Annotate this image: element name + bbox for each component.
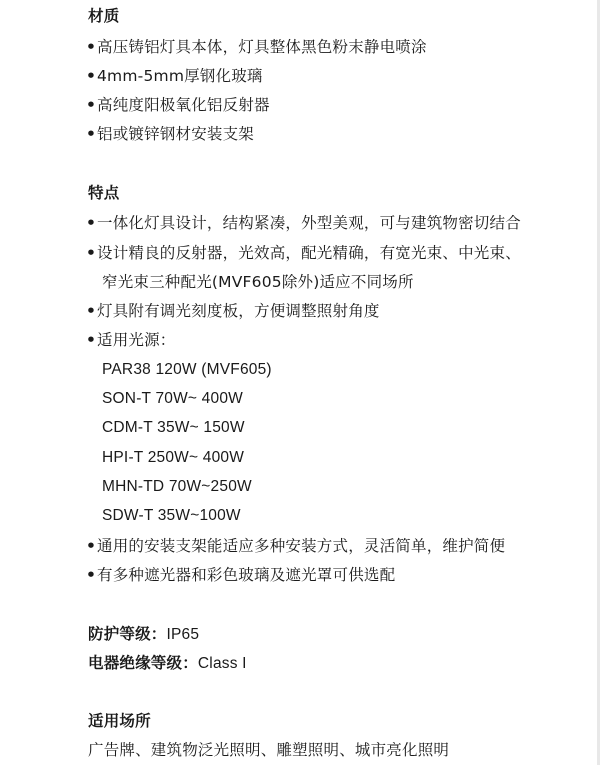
feature-item-5: •通用的安装支架能适应多种安装方式，灵活简单，维护简便 <box>86 537 506 555</box>
light-source-item: HPI-T 250W~ 400W <box>102 449 245 466</box>
material-item-1: •高压铸铝灯具本体，灯具整体黑色粉末静电喷涂 <box>86 38 427 56</box>
bullet-icon: • <box>86 96 97 114</box>
light-source-item: SON-T 70W~ 400W <box>102 390 243 407</box>
feature-item-2-continuation: 窄光束三种配光(MVF605除外)适应不同场所 <box>102 273 414 291</box>
light-source-item: PAR38 120W (MVF605) <box>102 361 272 378</box>
protection-rating <box>88 624 199 645</box>
material-heading: 材质 <box>88 7 120 25</box>
bullet-icon: • <box>86 244 97 262</box>
insulation-label: 电器绝缘等级： <box>88 654 198 672</box>
bullet-icon: • <box>86 67 97 85</box>
material-item-3: •高纯度阳极氧化铝反射器 <box>86 96 270 114</box>
features-heading: 特点 <box>88 184 120 202</box>
bullet-icon: • <box>86 214 97 232</box>
feature-item-4: •适用光源： <box>86 331 176 349</box>
light-source-item: SDW-T 35W~100W <box>102 507 241 524</box>
protection-value: IP65 <box>166 626 200 643</box>
feature-item-1: •一体化灯具设计，结构紧凑，外型美观，可与建筑物密切结合 <box>86 214 521 232</box>
feature-item-2: •设计精良的反射器，光效高，配光精确，有宽光束、中光束、 <box>86 244 521 262</box>
bullet-icon: • <box>86 331 97 349</box>
material-item-2: •4mm-5mm厚钢化玻璃 <box>86 67 263 85</box>
bullet-icon: • <box>86 537 97 555</box>
bullet-icon: • <box>86 302 97 320</box>
feature-item-6: •有多种遮光器和彩色玻璃及遮光罩可供选配 <box>86 566 396 584</box>
insulation-value: Class I <box>197 655 247 672</box>
material-item-4: •铝或镀锌钢材安装支架 <box>86 125 255 143</box>
feature-item-3: •灯具附有调光刻度板，方便调整照射角度 <box>86 302 380 320</box>
applications-heading: 适用场所 <box>88 712 151 730</box>
insulation-rating <box>88 653 247 674</box>
bullet-icon: • <box>86 125 97 143</box>
light-source-item: MHN-TD 70W~250W <box>102 478 252 495</box>
applications-text: 广告牌、建筑物泛光照明、雕塑照明、城市亮化照明 <box>88 741 450 759</box>
bullet-icon: • <box>86 566 97 584</box>
bullet-icon: • <box>86 38 97 56</box>
light-source-item: CDM-T 35W~ 150W <box>102 419 245 436</box>
protection-label: 防护等级： <box>88 625 167 643</box>
